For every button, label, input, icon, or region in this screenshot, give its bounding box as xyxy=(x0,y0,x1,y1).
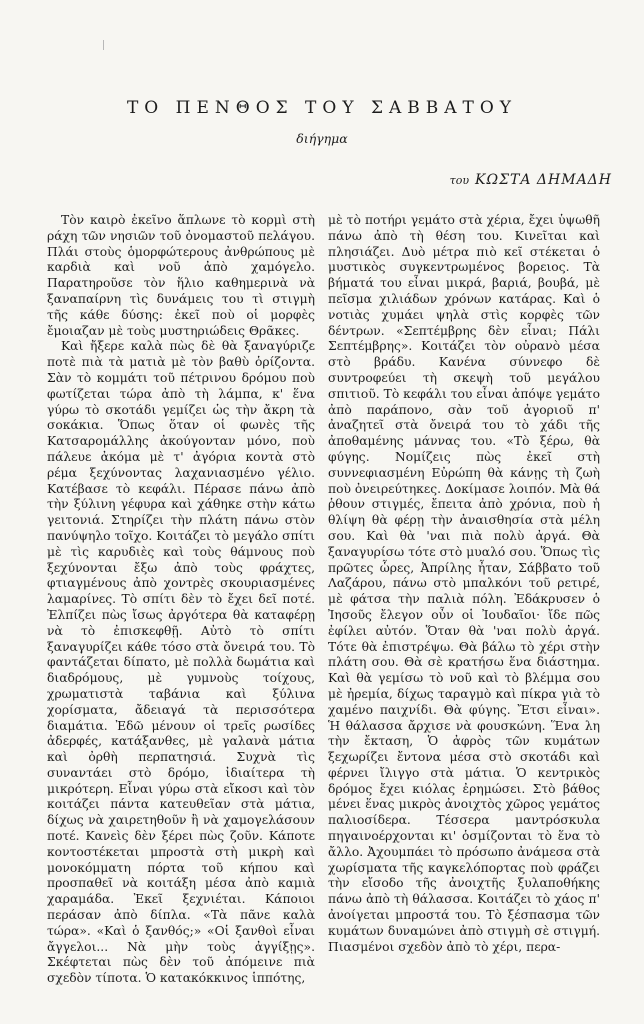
story-subtitle: διήγημα xyxy=(296,131,348,146)
left-paragraph-2: Καὶ ἤξερε καλὰ πὼς δὲ θὰ ξαναγύριζε ποτὲ πιὰ τὰ ματιὰ μὲ τὸν βαθὺ ὁρίζοντα. Σὰν τὸ κομμάτι τοῦ πέτρινου δρόμου ποὺ φωτίζεται τώρα ἀπὸ τὴ λάμπα, κ' ἕνα γύρω τὸ σκοτάδι γεμίζει ὡς τὴν ἄκρη τὰ σοκάκια. Ὅπως ὅταν οἱ φωνὲς τῆς Κατσαρομάλλης ἀκούγονταν μόνο, ποὺ πάλευε ἀκόμα μὲ τ' ἀγόρια κοντὰ στὸ ρέμα ξεχύνοντας λαχανιασμένο γέλιο. Κατέβασε τὸ κεφάλι. Πέρασε πάνω ἀπὸ τὴν ξύλινη γέφυρα καὶ χάθηκε στὴν κάτω γειτονιά. Στηρίζει τὴν πλάτη πάνω στὸν πανύψηλο τοῖχο. Κοιτάζει τὸ μεγάλο σπίτι μὲ τὶς καρυδιὲς καὶ τοὺς θάμνους ποὺ ξεχύνονται ἔξω ἀπὸ τοὺς φράχτες, φτιαγμένους ἀπὸ χοντρὲς σκουριασμένες λαμαρίνες. Τὸ σπίτι δὲν τὸ ἔχει δεῖ ποτέ. Ἐλπίζει πὼς ἴσως ἀργότερα θὰ καταφέρῃ νὰ τὸ ἐπισκεφθῇ. Αὐτὸ τὸ σπίτι ξαναγυρίζει κάθε τόσο στὰ ὄνειρά του. Τὸ φαντάζεται δίπατο, μὲ πολλὰ δωμάτια καὶ διαδρόμους, μὲ γυμνοὺς τοίχους, χρωματιστὰ ταβάνια καὶ ξύλινα χορίσματα, ἄδειαγά τὰ περισσότερα διαμάτια. Ἐδῶ μένουν οἱ τρεῖς ρωσίδες ἀδερφές, κατάξανθες, μὲ γαλανὰ μάτια καὶ ὀρθὴ περπατησιά. Συχνὰ τὶς συναντάει στὸ δρόμο, ἰδιαίτερα τὴ μικρότερη. Εἶναι γύρω στὰ εἴκοσι καὶ τὸν κοιτάζει πάντα κατευθεῖαν στὰ μάτια, δίχως νὰ χαιρετηθοῦν ἢ νὰ χαμογελάσουν ποτέ. Κανεὶς δὲν ξέρει πὼς ζοῦν. Κάποτε κοντοστέκεται μπροστὰ στὴ μικρὴ καὶ μονοκόμματη πόρτα τοῦ κήπου καὶ προσπαθεῖ νὰ κοιτάξη μέσα ἀπὸ καμιὰ χαραμάδα. Ἐκεῖ ξεχνιέται. Κάποιοι περάσαν ἀπὸ δίπλα. «Τὰ πᾶνε καλὰ τώρα». «Καὶ ὁ ξανθός;» «Οἱ ξανθοὶ εἶναι ἄγγελοι... Νὰ μὴν τοὺς ἀγγίξῃς». Σκέφτεται πὼς δὲν τοῦ ἀπόμεινε πιὰ σχεδὸν τίποτα. Ὁ κατακόκκινος ἱππότης, xyxy=(47,339,315,986)
author-prefix: του xyxy=(449,174,470,187)
left-paragraph-1: Τὸν καιρὸ ἐκεῖνο ἅπλωνε τὸ κορμὶ στὴ ράχη τῶν νησιῶν τοῦ ὀνομαστοῦ πελάγου. Πλάι στοὺς ὁμορφώτερους ἀνθρώπους μὲ καρδιὰ καὶ νοῦ ἀπὸ χαμόγελο. Παρατηροῦσε τὸν ἥλιο καθημερινὰ νὰ ξαναπαίρνη τὶς δυνάμεις του τὶ στιγμὴ τῆς κάθε δύσης: ἐκεῖ ποὺ οἱ μορφὲς ἔμοιαζαν μὲ τοὺς μυστηριώδεις Θρᾶκες. xyxy=(47,213,315,338)
right-paragraph-1: μὲ τὸ ποτήρι γεμάτο στὰ χέρια, ἔχει ὑψωθῆ πάνω ἀπὸ τὴ θέση του. Κινεῖται καὶ πλησιάζει. Δυὸ μέτρα πιὸ κεῖ στέκεται ὁ μυστικὸς συγκεντρωμένος βορειος. Τὰ βήματά του εἶναι μικρά, βαριά, βουβά, μὲ πεῖσμα χιλιάδων χρόνων κατάρας. Καὶ ὁ νοτιὰς χυμάει ψηλὰ στὶς κορφὲς τῶν δέντρων. «Σεπτέμβρης δὲν εἶναι; Πάλι Σεπτέμβρης». Κοιτάζει τὸν οὐρανὸ μέσα στὸ βράδυ. Κανένα σύννεφο δὲ συντροφεύει τὴ σκεψὴ τοῦ μεγάλου σπιτιοῦ. Τὸ κεφάλι του εἶναι ἀπόψε γεμάτο ἀπὸ παράπονο, σὰν τοῦ ἀγοριοῦ π' ἀναζητεῖ στὰ ὄνειρά του τὸ χάδι τῆς ἀποθαμένης μάννας του. «Τὸ ξέρω, θὰ φύγης. Νομίζεις πὼς ἐκεῖ στὴ συννεφιασμένη Εὐρώπη θὰ κάνῃς τὴ ζωὴ ποὺ ὀνειρεύτηκες. Δοκίμασε λοιπόν. Μὰ θά ῥθουν στιγμές, ἔπειτα ἀπὸ χρόνια, ποὺ ἡ θλίψη θὰ φέρῃ τὴν ἀναισθησία στὰ μέλη σου. Καὶ θὰ 'ναι πιὰ πολὺ ἀργά. Θὰ ξαναγυρίσω τότε στὸ μυαλό σου. Ὅπως τὶς πρῶτες ὧρες, Ἀπρίλης ἦταν, Σάββατο τοῦ Λαζάρου, πάνω στὸ μπαλκόνι τοῦ ρετιρέ, μὲ φάτσα τὴν παλιὰ πόλη. Ἐδάκρυσεν ὁ Ἰησοῦς ἔλεγον οὖν οἱ Ἰουδαῖοι· ἴδε πῶς ἐφίλει αὐτόν. Ὅταν θὰ 'ναι πολὺ ἀργά. Τότε θὰ ἐπιστρέψω. Θὰ βάλω τὸ χέρι στὴν πλάτη σου. Θὰ σὲ κρατήσω ἕνα διάστημα. Καὶ θὰ γεμίσω τὸ νοῦ καὶ τὸ βλέμμα σου μὲ ἠρεμία, δίχως ταραγμὸ καὶ πίκρα γιὰ τὸ χαμένο παιχνίδι. Θὰ φύγης. Ἔτσι εἶναι». Ἡ θάλασσα ἄρχισε νὰ φουσκώνη. Ἕνα λη τὴν ἔκταση, Ὁ ἀφρὸς τῶν κυμάτων ξεχωρίζει ἔντονα μέσα στὸ σκοτάδι καὶ φέρνει ἴλιγγο στὰ μάτια. Ὁ κεντρικὸς δρόμος ἔχει κιόλας ἐρημώσει. Στὸ βάθος μένει ἕνας μικρὸς ἀνοιχτὸς χῶρος γεμάτος παλιοσίδερα. Τέσσερα μαντρόσκυλα πηγαινοέρχονται κι' ὁσμίζονται τὸ ἕνα τὸ ἄλλο. Ἀχουμπάει τὸ πρόσωπο ἀνάμεσα στὰ χωρίσματα τῆς καγκελόπορτας ποὺ φράζει τὴν εἴσοδο τῆς ἀνοιχτῆς ξυλαποθήκης πάνω ἀπὸ τὴ θάλασσα. Κοιτάζει τὸ χάος π' ἀνοίγεται μπροστά του. Τὸ ξέσπασμα τῶν κυμάτων δυναμώνει ἀπὸ στιγμὴ σὲ στιγμή. Πιασμένοι σχεδὸν ἀπὸ τὸ χέρι, περα- xyxy=(328,213,601,954)
left-column xyxy=(47,213,315,987)
scan-mark xyxy=(103,40,104,50)
author-line xyxy=(450,172,612,188)
story-title: ΤΟ ΠΕΝΘΟΣ ΤΟΥ ΣΑΒΒΑΤΟΥ xyxy=(126,98,518,118)
right-column xyxy=(328,213,600,955)
author-name: ΚΩΣΤΑ ΔΗΜΑΔΗ xyxy=(475,172,612,188)
